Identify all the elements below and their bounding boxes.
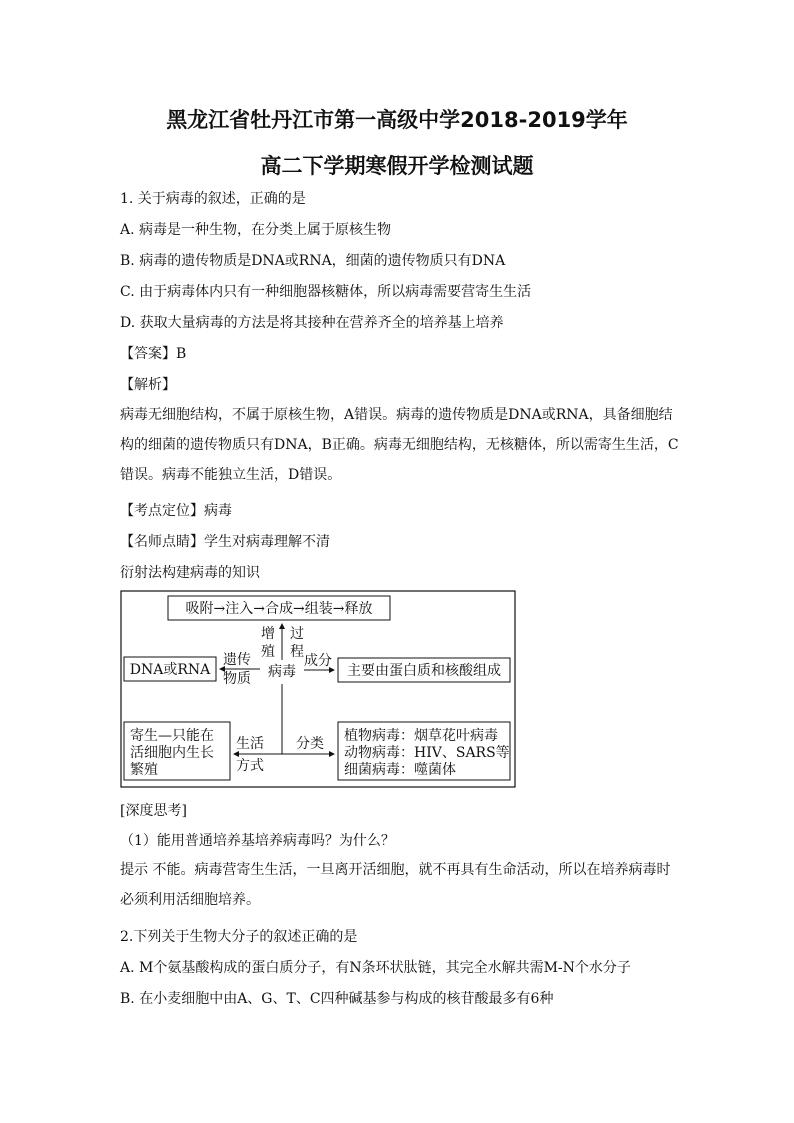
virus-knowledge-diagram bbox=[120, 590, 516, 788]
q1-point: 【考点定位】病毒 bbox=[120, 503, 232, 519]
q2-option-a: A. M个氨基酸构成的蛋白质分子，有N条环状肽链，其完全水解共需M-N个水分子 bbox=[120, 960, 631, 976]
label-life-1: 生活 bbox=[236, 736, 264, 752]
label-genetic-2: 物质 bbox=[223, 671, 251, 687]
label-reproduce-1: 增 bbox=[261, 626, 275, 642]
class-line-2: 动物病毒：HIV、SARS等 bbox=[344, 745, 510, 761]
q2-option-b: B. 在小麦细胞中由A、G、T、C四种碱基参与构成的核苷酸最多有6种 bbox=[120, 991, 554, 1007]
label-process-1: 过 bbox=[290, 626, 304, 642]
deep-answer: 提示 不能。病毒营寄生生活，一旦离开活细胞，就不再具有生命活动，所以在培养病毒时必须利用活细胞培养。 bbox=[120, 862, 671, 908]
doc-title-line2: 高二下学期寒假开学检测试题 bbox=[260, 154, 534, 178]
doc-title-line1: 黑龙江省牡丹江市第一高级中学2018-2019学年 bbox=[166, 108, 628, 132]
q1-option-b: B. 病毒的遗传物质是DNA或RNA，细菌的遗传物质只有DNA bbox=[120, 253, 506, 269]
q1-option-a: A. 病毒是一种生物，在分类上属于原核生物 bbox=[120, 222, 392, 238]
deep-heading: [深度思考] bbox=[120, 803, 187, 819]
label-process-2: 程 bbox=[290, 644, 304, 660]
q1-diagram-caption: 衍射法构建病毒的知识 bbox=[120, 565, 260, 581]
parasite-line-2: 活细胞内生长 bbox=[130, 745, 214, 761]
q1-option-d: D. 获取大量病毒的方法是将其接种在营养齐全的培养基上培养 bbox=[120, 315, 504, 331]
composition-text: 主要由蛋白质和核酸组成 bbox=[347, 663, 501, 679]
label-genetic-1: 遗传 bbox=[223, 652, 251, 668]
q1-answer: 【答案】B bbox=[120, 346, 187, 362]
process-text: 吸附→注入→合成→组装→释放 bbox=[185, 601, 373, 617]
q1-analysis-heading: 【解析】 bbox=[120, 377, 176, 393]
dna-rna-text: DNA或RNA bbox=[129, 662, 211, 678]
parasite-line-1: 寄生—只能在 bbox=[130, 728, 214, 744]
parasite-line-3: 繁殖 bbox=[130, 762, 158, 778]
q2-stem: 2.下列关于生物大分子的叙述正确的是 bbox=[120, 929, 358, 945]
q1-option-c: C. 由于病毒体内只有一种细胞器核糖体，所以病毒需要营寄生生活 bbox=[120, 284, 532, 300]
deep-question: （1）能用普通培养基培养病毒吗？为什么？ bbox=[120, 833, 395, 849]
label-life-2: 方式 bbox=[236, 758, 264, 774]
label-classify: 分类 bbox=[296, 736, 324, 752]
q1-analysis-text: 病毒无细胞结构，不属于原核生物，A错误。病毒的遗传物质是DNA或RNA，具备细胞结构的细菌的遗传物质只有DNA，B正确。病毒无细胞结构，无核糖体，所以需寄生生活，C错误。病毒不能独立生活，D错误。 bbox=[120, 407, 679, 483]
label-reproduce-2: 殖 bbox=[261, 644, 275, 660]
class-line-1: 植物病毒：烟草花叶病毒 bbox=[344, 728, 498, 744]
label-composition: 成分 bbox=[304, 653, 332, 669]
q1-tip: 【名师点睛】学生对病毒理解不清 bbox=[120, 534, 330, 550]
class-line-3: 细菌病毒：噬菌体 bbox=[344, 762, 456, 778]
q1-stem: 1. 关于病毒的叙述，正确的是 bbox=[120, 191, 306, 207]
center-virus: 病毒 bbox=[268, 664, 296, 680]
